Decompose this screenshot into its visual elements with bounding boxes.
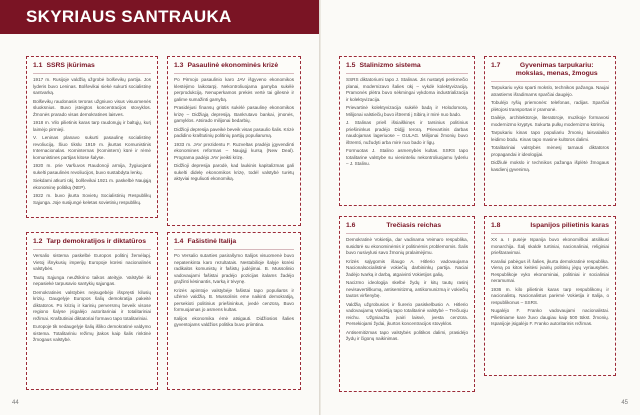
box-heading	[174, 61, 294, 74]
page-title: SKYRIAUS SANTRAUKA	[26, 7, 232, 26]
box-paragraph: 1933 m. JAV prezidentu F. Ruzveltas pradėjo įgyvendinti ekonomines reformas – Naująjį kursą (New Deal). Programa padėjo JAV įveikti krizę.	[174, 141, 294, 160]
box-title: Fašistinė Italija	[187, 238, 237, 245]
box-title: Stalinizmo sistema	[359, 62, 421, 69]
box-number: 1.2	[33, 238, 43, 245]
box-paragraph: Nugalėjo F. Franko vadovaujami nacionalistai. Pilietiniame kare žuvo daugiau kaip 500 tūkst. žmonių. Ispanijoje įsigalėjo F. Franko autoritarinis režimas.	[491, 308, 609, 327]
summary-box-1-1	[26, 56, 158, 218]
box-paragraph: Formuotas J. Stalino asmenybės kultas. SSRS tapo totalitarine valstybe su vieninteliu nekontroliuojamu lyderiu – J. Stalinu.	[346, 148, 468, 167]
box-paragraph: 1922 m. buvo įkurta Sovietų Socialistinių Respublikų Sąjunga. Joje susijungė keletas sovietinių respublikų.	[33, 193, 151, 205]
box-heading	[33, 237, 151, 250]
box-paragraph: 1920 m. prie Varšuvos Raudonoji armija, žygiuojanti sukelti pasaulinės revoliucijos, buvo sustabdyta lenkų.	[33, 163, 151, 175]
box-paragraph: Bolševikų raudonasis teroras užgniuvo visus visuomenės sluoksnius. Buvo įsteigtos koncentracijos stovyklos. Žmonės prarado visas demokratines laisves.	[33, 98, 151, 117]
box-paragraph: Karaliui pabėgus iš šalies, įkurta demokratinė respublika. Vieną po kitos keitėsi įvairių politinių jėgų vyriausybės. Respublikoje vyko ekonominiai, politiniai ir socialiniai neramumai.	[491, 258, 609, 284]
summary-box-1-4	[167, 232, 301, 390]
box-number: 1.5	[346, 62, 356, 69]
box-paragraph: Siekdami atkurti ūkį, bolševikai 1921 m. paskelbė Naująją ekonominę politiką (NEP).	[33, 178, 151, 190]
box-paragraph: Prasidėjusi finansų griūtis sukėlė pasaulinę ekonomikos krizę – Didžiąją depresiją. Bankrutavo bankai, įmonės, gamyklos. Atsirado milijonai bedarbių.	[174, 105, 294, 124]
summary-box-1-3	[167, 56, 301, 226]
summary-box-1-5	[339, 56, 475, 206]
box-number: 1.3	[174, 62, 184, 69]
box-paragraph: XX a. I pusėje Ispanija buvo ekonomiškai atsilikusi monarchija. Šalį skaldė turtiniai, nacionaliniai, religiniai prieštaravimai.	[491, 237, 609, 256]
box-title: SSRS įkūrimas	[46, 62, 95, 69]
box-paragraph: Demokratinės valstybės neįsugebėjo išspręsti kilusių krizių. Daugelyje Europos šalių demokratija pakeitė diktatūros. Po krizių ir karinių perversmų beveik visose regiono šalyse įsigalėjo autoritariniai ir totalitariniai režimai. Kraštutiniai diktatoriai formavo tapo totalitariniai.	[33, 289, 151, 321]
box-paragraph: SSRS diktatoriumi tapo J. Stalinas. Jis nustatyti penkmečio planai, modernizavo šalies ūkį – vykdė kolektyvizaciją. Pramonės plėtra buvo sėkmingai vykdoma industrializacija ir kolektyvizacija.	[346, 77, 468, 102]
box-heading	[491, 61, 609, 82]
box-title: Gyvenimas tarpukariu: mokslas, menas, žmogus	[515, 62, 598, 78]
box-title: Tarp demokratijos ir diktatūros	[46, 238, 147, 245]
box-paragraph: Tobulėjo ryšių priemonės: telefonas, radijas. Sparčiai plėtojosi transportas ir pramonė.	[491, 100, 609, 112]
section-banner	[0, 0, 320, 34]
box-paragraph: 1917 m. Rusijoje valdžią užgrobė bolševikų partija. Jos lyderis buvo Leninas. Bolševikai siekė sukurti socialistinę santvarką.	[33, 77, 151, 96]
box-paragraph: Totalitariniai valstybės mėnesį tarnauti diktatūros propagandai ir ideologijai.	[491, 145, 609, 157]
page-number-left: 44	[12, 400, 19, 406]
box-number: 1.6	[346, 222, 356, 229]
box-paragraph: Antisemitizmas tapo valstybės politikos dalimi, prasidėjo žydų ir čigonų naikinimas.	[346, 329, 468, 342]
box-paragraph: Tarpukariu vyko sparti mokslo, technikos pažanga. Naujai atrastiems išradimams sparčiai daugėjo.	[491, 85, 609, 97]
box-number: 1.1	[33, 62, 43, 69]
summary-box-1-2	[26, 232, 158, 390]
box-paragraph: Europoje tik nedaugelyje šalių išliko demokratinė valdymo sistema. Totalitariniu režimų įtakos kaip šalis rinktinė žmogaus valstybė.	[33, 324, 151, 343]
box-title: Pasaulinė ekonominės krizė	[187, 62, 279, 69]
box-paragraph: Tautų Sąjunga neužtikrino taikos ateityje. Valstybė iki nepasiekė tarpusavio santykių sąjungas.	[33, 274, 151, 287]
box-number: 1.4	[174, 238, 184, 245]
box-paragraph: Didžiulė mokslo ir technikos pažanga išplėtė žmogaus kasdienį gyvenimą.	[491, 160, 609, 172]
box-paragraph: Italijos ekonomika ėmė atsigauti. Didžiosios šalies gyventojams valdžios politika buvo priimtina.	[174, 315, 294, 328]
box-paragraph: Po Versalio sutarties pasirašymo Italijos visuomenė buvo nepatenkinta karo rezultatais. Nestabilioje šalyje kūrėsi radikalūs komunistų ir fašistų judėjimai. B. Mussolinio vadovaujami fašistai pradėjo pozicijas italams žadėjo grąžinti kėsinantis, tvarką ir tėvynę.	[174, 253, 294, 285]
box-paragraph: Nacizmo ideologija skelbė žydų ir kitų tautų rasinį nevisavertiškumą, antisemitizmą, antikomunizmą ir vokiečių tautos viršenybę.	[346, 280, 468, 299]
box-heading	[174, 237, 294, 250]
box-number: 1.8	[491, 222, 501, 229]
box-paragraph: Prievartinė kolektyvizacija sukėlė badą ir Holodomorą. Milijonai valstiečių buvo ištremti į Sibirą ir mirė nuo bado.	[346, 105, 468, 117]
box-heading	[346, 221, 468, 234]
summary-box-1-6	[339, 216, 475, 392]
box-paragraph: Demokratinė Vokietija, dar vadinama Veimaro respublika, susidūrė su ekonominėmis ir politinėmis problemomis. Šalis buvo nusivylusi savo žmonių pralaimėjimu.	[346, 237, 468, 256]
box-paragraph: Didžioji depresija paveikė beveik visas pasaulio šalis. Krizė padidino kraštutinių politinių partijų populiarumą.	[174, 126, 295, 139]
summary-box-1-7	[484, 56, 616, 206]
box-paragraph: Tarpukariu kinas tapo populiariu žmonių laisvalaikio leidimo būdu. Kinas tapo masine kultūros dalimi.	[491, 130, 609, 142]
box-paragraph: J. Stalinas prieš išsiaiškinęs ir tarsinius politinius priešininkus pradėjo Didįjį terorą. Prievartinis darbas naudojamas lageriuose – GULAG. Milijonai žmonių buvo ištremti, nužudyti arba mirė nuo bado ir ligų.	[346, 120, 468, 145]
box-paragraph: Krizės apimtoje valstybėje fašistai tapo populiarūs ir užėmė valdžią. B. Mussolinis eme naikinti demokratiją, persekioti politinius priešininkus, įvedė cenzūrą. Buvo formuojamas jo asmens kultas.	[174, 287, 294, 313]
box-paragraph: Po Pirmojo pasaulinio karo JAV išgyveno ekonomikos klestėjimo laikotarpį. Nekontroliuojama gamyba sukėlė perprodukciją. Nenuperkamos prekės vertė tai gilesnė ir galime sumažinti gamybą.	[174, 77, 294, 102]
book-gutter	[319, 0, 321, 415]
page-number-right: 45	[621, 400, 628, 406]
box-paragraph: Valdžią užgrobusios ir fiurerio pasiskelbusio A. Hitlerio vadovaujamą Vokietiją tapo totalitarinė valstybė – Trečiuoju reichu. Užgniaužta įvairi laisvė, įvesta cenzūra. Persekiojami žydai, įkurtos koncentracijos stovyklos.	[346, 301, 468, 327]
box-paragraph: Didžioji depresija parodė, kad laukinis kapitalizmas gali sukelti didelę ekonomikos krizę, todėl valstybė turėtų aktyviai reguliuoti ekonomiką.	[174, 163, 294, 182]
box-heading	[491, 221, 609, 234]
box-paragraph: Dailėje, architektūroje, literatūroje, muzikoje formavosi modernizmo kryptys. Sukurta pulkų modernizmo kūrinių.	[491, 115, 609, 127]
box-paragraph: Krizės sąlygomis išaugo A. Hitlerio vadovaujama Nacionalsocialistinė vokiečių darbininkų partija. Naciai žadėjo tvarką ir darbą, atgaivinti Vokietijos galią.	[346, 258, 468, 277]
box-paragraph: Versalio sistema paskelbė Europos politinį žemėlapį. Vietoj išnykusių imperijų Europoje kūrėsi nacionalinės valstybės.	[33, 253, 151, 272]
box-title: Ispanijos pilietinis karas	[530, 222, 609, 229]
box-title: Trečiasis reichas	[386, 222, 442, 229]
box-paragraph: 1936 m. kilo pilietinis karas tarp respublikonų ir nacionalistų. Nacionalistus parėmė Vokietija ir Italija, o respublikonus – SSRS.	[491, 286, 609, 305]
box-paragraph: V. Leninas planavo sukurti pasaulinę socialistinę revoliuciją. Šiuo tikslu 1919 m. įkurtas Komunistinis Internacionalas. Kominternas (Komintern) kūrė ir rėmė komunistines partijas kitose šalyse.	[33, 135, 151, 160]
box-heading	[346, 61, 468, 74]
box-number: 1.7	[491, 62, 501, 69]
box-heading	[33, 61, 151, 74]
summary-box-1-8	[484, 216, 616, 376]
box-paragraph: 1918 m. Vilo pilietinis karas tarp raudonųjų ir baltųjų, kurį laimėjo pirmieji.	[33, 120, 151, 132]
